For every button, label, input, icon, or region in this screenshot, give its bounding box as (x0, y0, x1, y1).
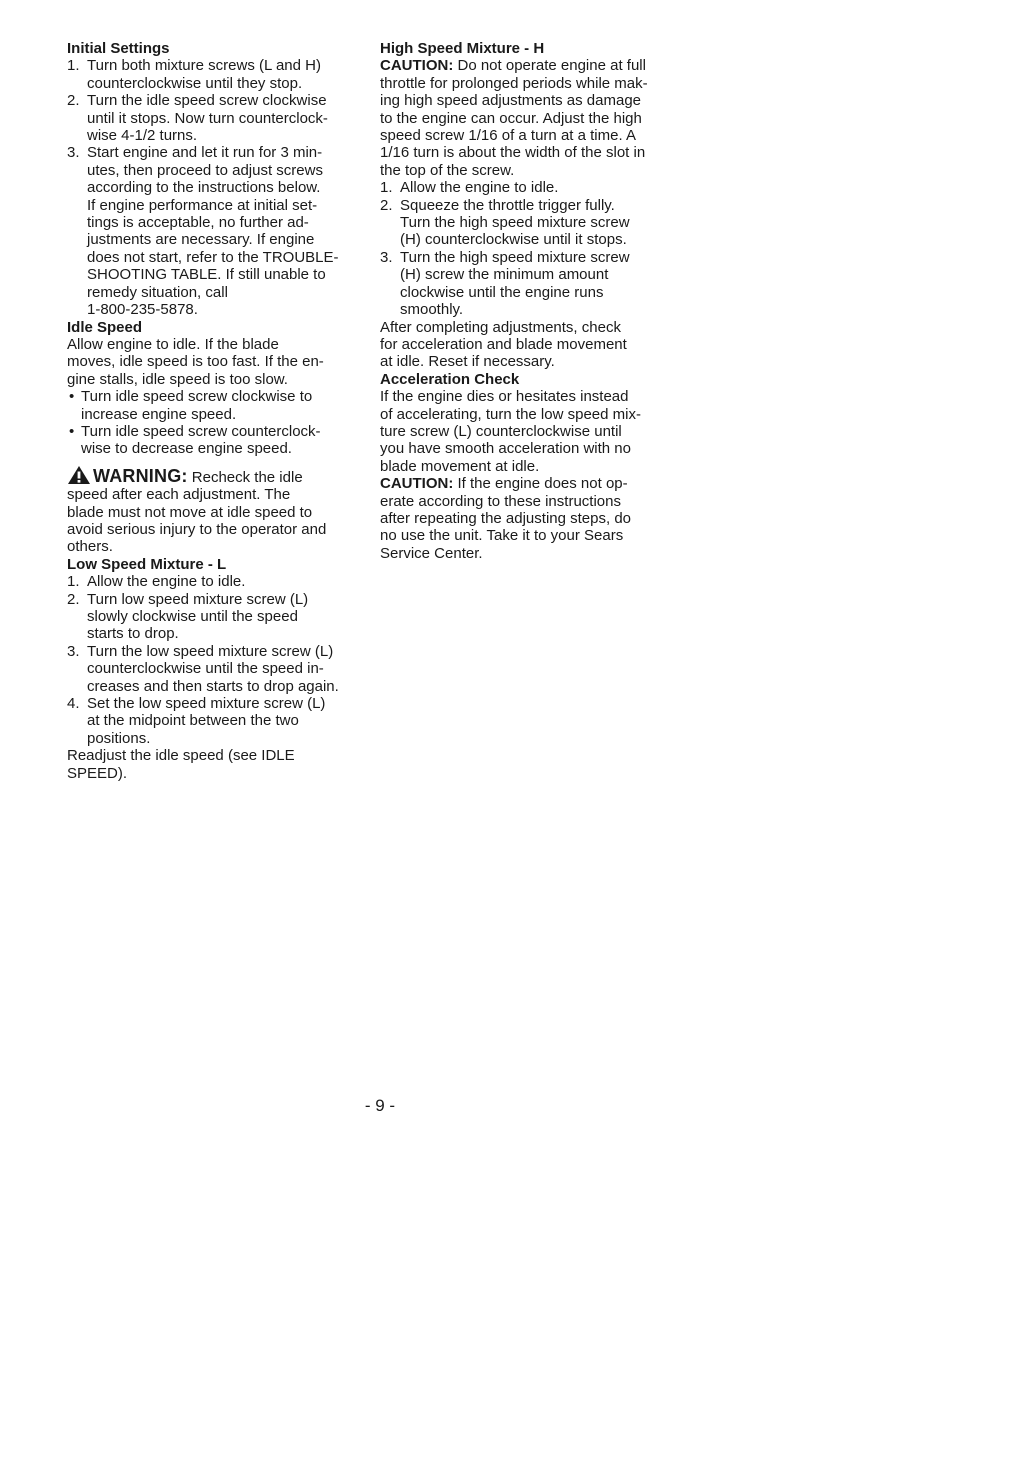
text-line: Service Center. (380, 544, 483, 562)
text-line: After completing adjustments, check (380, 318, 621, 336)
list-number: 4. (67, 695, 80, 713)
text-line: to the engine can occur. Adjust the high (380, 109, 642, 127)
idle-speed-text (67, 336, 363, 388)
warning-text (67, 486, 363, 556)
text-line: 1/16 turn is about the width of the slot in (380, 144, 646, 162)
text-line: you have smooth acceleration with no (380, 440, 631, 458)
text-line: speed after each adjustment. The (67, 486, 291, 504)
initial-settings-section (67, 40, 363, 319)
text-line: others. (67, 538, 113, 556)
list-item (67, 573, 363, 590)
right-column (380, 40, 676, 562)
warning-triangle-icon (67, 465, 91, 485)
text-line: creases and then starts to drop again. (87, 677, 339, 695)
acceleration-heading: Acceleration Check (380, 370, 520, 388)
text-line: wise to decrease engine speed. (81, 440, 292, 458)
text-line: Start engine and let it run for 3 min- (87, 144, 323, 162)
text-line: tings is acceptable, no further ad- (87, 214, 309, 232)
high-speed-after-text (380, 319, 676, 371)
text-line: utes, then proceed to adjust screws (87, 161, 323, 179)
text-line: Turn idle speed screw counterclock- (81, 422, 321, 440)
list-number: 3. (380, 248, 393, 266)
caution-text (380, 493, 676, 563)
text-line: at idle. Reset if necessary. (380, 353, 555, 371)
high-speed-caution (380, 57, 676, 179)
text-line: of accelerating, turn the low speed mix- (380, 405, 641, 423)
text-line: SPEED). (67, 764, 128, 782)
text-line: for acceleration and blade movement (380, 335, 627, 353)
text-line: positions. (87, 729, 151, 747)
warning-first-line: Recheck the idle (191, 468, 303, 486)
list-item (67, 695, 363, 747)
text-line: Allow engine to idle. If the blade (67, 335, 279, 353)
acceleration-caution (380, 475, 676, 562)
low-speed-heading: Low Speed Mixture - L (67, 555, 227, 573)
text-line: clockwise until the engine runs (400, 283, 604, 301)
text-line: remedy situation, call (87, 283, 228, 301)
idle-speed-section (67, 319, 363, 458)
list-item (67, 643, 363, 695)
caution-text (380, 75, 676, 179)
text-line: Turn the high speed mixture screw (400, 248, 630, 266)
text-line: gine stalls, idle speed is too slow. (67, 370, 288, 388)
list-item (67, 591, 363, 643)
text-line: the top of the screw. (380, 161, 515, 179)
high-speed-list (380, 179, 676, 318)
warning-label: WARNING: (93, 465, 188, 486)
acceleration-section (380, 371, 676, 562)
text-line: If the engine dies or hesitates instead (380, 388, 629, 406)
idle-speed-bullets (67, 388, 363, 458)
list-number: 3. (67, 642, 80, 660)
caution-label: CAUTION: (380, 475, 454, 493)
list-item (380, 197, 676, 249)
text-line: justments are necessary. If engine (87, 231, 315, 249)
text-line: If engine performance at initial set- (87, 196, 318, 214)
text-line: Turn the high speed mixture screw (400, 214, 630, 232)
list-item (67, 57, 363, 92)
text-line: Set the low speed mixture screw (L) (87, 695, 326, 713)
caution-first-line: If the engine does not op- (457, 475, 628, 493)
initial-settings-list (67, 57, 363, 318)
list-item (67, 144, 363, 318)
text-line: (H) screw the minimum amount (400, 266, 609, 284)
text-line: Squeeze the throttle trigger fully. (400, 196, 615, 214)
list-number: 1. (380, 179, 393, 197)
caution-label: CAUTION: (380, 57, 454, 75)
text-line: Turn both mixture screws (L and H) (87, 57, 321, 75)
text-line: slowly clockwise until the speed (87, 608, 298, 625)
text-line: avoid serious injury to the operator and (67, 520, 327, 538)
text-line: ture screw (L) counterclockwise until (380, 422, 622, 440)
list-item (380, 249, 676, 319)
text-line: according to the instructions below. (87, 179, 321, 197)
idle-speed-heading: Idle Speed (67, 318, 143, 336)
text-line: Turn low speed mixture screw (L) (87, 590, 309, 608)
text-line: 1-800-235-5878. (87, 301, 198, 319)
text-line: increase engine speed. (81, 405, 237, 423)
page-number: - 9 - (364, 1096, 396, 1115)
text-line: (H) counterclockwise until it stops. (400, 231, 627, 249)
list-item (67, 92, 363, 144)
bullet-item (67, 423, 363, 458)
initial-settings-heading: Initial Settings (67, 40, 170, 57)
low-speed-after-text (67, 747, 363, 782)
left-column (67, 40, 363, 782)
text-line: smoothly. (400, 301, 464, 319)
text-line: throttle for prolonged periods while mak- (380, 74, 648, 92)
high-speed-section (380, 40, 676, 371)
text-line: moves, idle speed is too fast. If the en- (67, 353, 324, 371)
text-line: blade movement at idle. (380, 457, 540, 475)
list-number: 2. (380, 196, 393, 214)
text-line: Readjust the idle speed (see IDLE (67, 747, 295, 765)
list-number: 2. (67, 92, 80, 110)
text-line: Turn idle speed screw clockwise to (81, 388, 313, 406)
text-line: Allow the engine to idle. (400, 179, 559, 197)
text-line: Turn the idle speed screw clockwise (87, 92, 327, 110)
text-line: at the midpoint between the two (87, 712, 299, 730)
text-line: blade must not move at idle speed to (67, 503, 313, 521)
bullet-icon: • (69, 422, 75, 440)
acceleration-text (380, 388, 676, 475)
text-line: erate according to these instructions (380, 492, 621, 510)
list-number: 3. (67, 144, 80, 162)
low-speed-section (67, 556, 363, 782)
list-number: 1. (67, 57, 80, 75)
text-line: speed screw 1/16 of a turn at a time. A (380, 127, 636, 145)
text-line: until it stops. Now turn counterclock- (87, 109, 328, 127)
text-line: Turn the low speed mixture screw (L) (87, 642, 334, 660)
list-number: 2. (67, 590, 80, 608)
low-speed-list (67, 573, 363, 747)
warning-block (67, 465, 363, 556)
bullet-item (67, 388, 363, 423)
list-number: 1. (67, 573, 80, 591)
text-line: ing high speed adjustments as damage (380, 92, 642, 110)
text-line: Allow the engine to idle. (87, 573, 246, 591)
text-line: starts to drop. (87, 625, 179, 643)
text-line: SHOOTING TABLE. If still unable to (87, 266, 326, 284)
text-line: does not start, refer to the TROUBLE- (87, 248, 339, 266)
text-line: after repeating the adjusting steps, do (380, 509, 632, 527)
bullet-icon: • (69, 388, 75, 406)
list-item (380, 179, 676, 196)
text-line: counterclockwise until the speed in- (87, 660, 324, 678)
high-speed-heading: High Speed Mixture - H (380, 40, 545, 57)
text-line: no use the unit. Take it to your Sears (380, 527, 624, 545)
text-line: counterclockwise until they stop. (87, 74, 303, 92)
text-line: wise 4-1/2 turns. (87, 127, 198, 145)
caution-first-line: Do not operate engine at full (457, 57, 646, 75)
